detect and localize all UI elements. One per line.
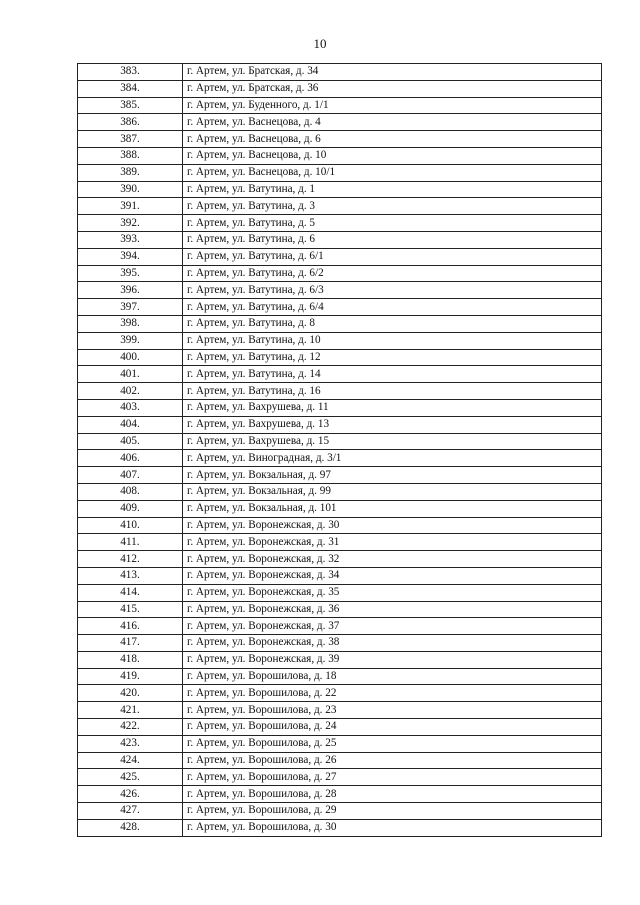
table-row — [78, 416, 602, 433]
address-cell: г. Артем, ул. Вахрушева, д. 15 — [183, 433, 602, 450]
row-number-cell: 388. — [78, 147, 183, 164]
address-cell: г. Артем, ул. Вокзальная, д. 99 — [183, 483, 602, 500]
address-cell: г. Артем, ул. Виноградная, д. 3/1 — [183, 450, 602, 467]
address-cell: г. Артем, ул. Ватутина, д. 6 — [183, 231, 602, 248]
table-row — [78, 282, 602, 299]
address-cell: г. Артем, ул. Ватутина, д. 14 — [183, 366, 602, 383]
row-number-cell: 414. — [78, 584, 183, 601]
row-number-cell: 391. — [78, 198, 183, 215]
table-row — [78, 483, 602, 500]
table-row — [78, 735, 602, 752]
row-number-cell: 396. — [78, 282, 183, 299]
address-cell: г. Артем, ул. Вокзальная, д. 97 — [183, 467, 602, 484]
row-number-cell: 417. — [78, 635, 183, 652]
address-cell: г. Артем, ул. Воронежская, д. 36 — [183, 601, 602, 618]
table-row — [78, 215, 602, 232]
table-row — [78, 248, 602, 265]
address-cell: г. Артем, ул. Ворошилова, д. 27 — [183, 769, 602, 786]
row-number-cell: 426. — [78, 786, 183, 803]
address-cell: г. Артем, ул. Ватутина, д. 6/2 — [183, 265, 602, 282]
address-cell: г. Артем, ул. Ватутина, д. 10 — [183, 332, 602, 349]
table-row — [78, 752, 602, 769]
table-row — [78, 383, 602, 400]
row-number-cell: 395. — [78, 265, 183, 282]
table-row — [78, 651, 602, 668]
table-row — [78, 668, 602, 685]
row-number-cell: 402. — [78, 383, 183, 400]
table-row — [78, 349, 602, 366]
row-number-cell: 412. — [78, 551, 183, 568]
row-number-cell: 413. — [78, 567, 183, 584]
address-cell: г. Артем, ул. Ворошилова, д. 28 — [183, 786, 602, 803]
table-row — [78, 618, 602, 635]
row-number-cell: 383. — [78, 64, 183, 81]
address-cell: г. Артем, ул. Ворошилова, д. 25 — [183, 735, 602, 752]
address-cell: г. Артем, ул. Ватутина, д. 1 — [183, 181, 602, 198]
row-number-cell: 390. — [78, 181, 183, 198]
table-row — [78, 500, 602, 517]
address-cell: г. Артем, ул. Ворошилова, д. 23 — [183, 702, 602, 719]
address-cell: г. Артем, ул. Ворошилова, д. 29 — [183, 803, 602, 820]
address-table-body — [78, 64, 602, 837]
row-number-cell: 415. — [78, 601, 183, 618]
row-number-cell: 424. — [78, 752, 183, 769]
row-number-cell: 393. — [78, 231, 183, 248]
table-row — [78, 450, 602, 467]
address-cell: г. Артем, ул. Ватутина, д. 6/3 — [183, 282, 602, 299]
row-number-cell: 385. — [78, 97, 183, 114]
row-number-cell: 404. — [78, 416, 183, 433]
row-number-cell: 411. — [78, 534, 183, 551]
row-number-cell: 410. — [78, 517, 183, 534]
address-cell: г. Артем, ул. Ватутина, д. 6/1 — [183, 248, 602, 265]
row-number-cell: 386. — [78, 114, 183, 131]
row-number-cell: 425. — [78, 769, 183, 786]
table-row — [78, 567, 602, 584]
table-row — [78, 635, 602, 652]
table-row — [78, 265, 602, 282]
table-row — [78, 534, 602, 551]
row-number-cell: 419. — [78, 668, 183, 685]
address-cell: г. Артем, ул. Васнецова, д. 10/1 — [183, 164, 602, 181]
table-row — [78, 433, 602, 450]
address-cell: г. Артем, ул. Вахрушева, д. 11 — [183, 399, 602, 416]
row-number-cell: 408. — [78, 483, 183, 500]
row-number-cell: 409. — [78, 500, 183, 517]
address-cell: г. Артем, ул. Ватутина, д. 6/4 — [183, 299, 602, 316]
address-cell: г. Артем, ул. Воронежская, д. 34 — [183, 567, 602, 584]
row-number-cell: 420. — [78, 685, 183, 702]
table-row — [78, 131, 602, 148]
row-number-cell: 418. — [78, 651, 183, 668]
table-row — [78, 517, 602, 534]
table-row — [78, 332, 602, 349]
row-number-cell: 427. — [78, 803, 183, 820]
table-row — [78, 114, 602, 131]
address-cell: г. Артем, ул. Воронежская, д. 39 — [183, 651, 602, 668]
table-row — [78, 181, 602, 198]
address-cell: г. Артем, ул. Ватутина, д. 12 — [183, 349, 602, 366]
table-row — [78, 786, 602, 803]
address-cell: г. Артем, ул. Ватутина, д. 8 — [183, 315, 602, 332]
table-row — [78, 231, 602, 248]
address-cell: г. Артем, ул. Братская, д. 36 — [183, 80, 602, 97]
address-cell: г. Артем, ул. Воронежская, д. 31 — [183, 534, 602, 551]
table-row — [78, 198, 602, 215]
row-number-cell: 389. — [78, 164, 183, 181]
row-number-cell: 387. — [78, 131, 183, 148]
address-cell: г. Артем, ул. Воронежская, д. 32 — [183, 551, 602, 568]
table-row — [78, 299, 602, 316]
address-cell: г. Артем, ул. Ворошилова, д. 26 — [183, 752, 602, 769]
address-cell: г. Артем, ул. Ватутина, д. 5 — [183, 215, 602, 232]
address-cell: г. Артем, ул. Вокзальная, д. 101 — [183, 500, 602, 517]
address-cell: г. Артем, ул. Братская, д. 34 — [183, 64, 602, 81]
row-number-cell: 384. — [78, 80, 183, 97]
address-cell: г. Артем, ул. Васнецова, д. 6 — [183, 131, 602, 148]
address-cell: г. Артем, ул. Воронежская, д. 38 — [183, 635, 602, 652]
table-row — [78, 819, 602, 836]
address-cell: г. Артем, ул. Ватутина, д. 3 — [183, 198, 602, 215]
table-row — [78, 584, 602, 601]
row-number-cell: 399. — [78, 332, 183, 349]
page-number: 10 — [313, 36, 327, 51]
table-row — [78, 164, 602, 181]
row-number-cell: 403. — [78, 399, 183, 416]
table-row — [78, 399, 602, 416]
row-number-cell: 400. — [78, 349, 183, 366]
row-number-cell: 423. — [78, 735, 183, 752]
address-cell: г. Артем, ул. Вахрушева, д. 13 — [183, 416, 602, 433]
row-number-cell: 394. — [78, 248, 183, 265]
table-row — [78, 366, 602, 383]
address-cell: г. Артем, ул. Ворошилова, д. 30 — [183, 819, 602, 836]
address-cell: г. Артем, ул. Воронежская, д. 30 — [183, 517, 602, 534]
row-number-cell: 401. — [78, 366, 183, 383]
table-row — [78, 97, 602, 114]
address-cell: г. Артем, ул. Ворошилова, д. 22 — [183, 685, 602, 702]
address-cell: г. Артем, ул. Воронежская, д. 35 — [183, 584, 602, 601]
row-number-cell: 407. — [78, 467, 183, 484]
address-table — [77, 63, 602, 837]
address-cell: г. Артем, ул. Васнецова, д. 4 — [183, 114, 602, 131]
table-row — [78, 147, 602, 164]
address-cell: г. Артем, ул. Воронежская, д. 37 — [183, 618, 602, 635]
row-number-cell: 416. — [78, 618, 183, 635]
table-row — [78, 315, 602, 332]
row-number-cell: 406. — [78, 450, 183, 467]
table-row — [78, 64, 602, 81]
row-number-cell: 398. — [78, 315, 183, 332]
address-cell: г. Артем, ул. Буденного, д. 1/1 — [183, 97, 602, 114]
table-row — [78, 719, 602, 736]
address-cell: г. Артем, ул. Ворошилова, д. 24 — [183, 719, 602, 736]
row-number-cell: 422. — [78, 719, 183, 736]
table-row — [78, 601, 602, 618]
address-cell: г. Артем, ул. Ворошилова, д. 18 — [183, 668, 602, 685]
table-row — [78, 769, 602, 786]
row-number-cell: 428. — [78, 819, 183, 836]
table-row — [78, 803, 602, 820]
row-number-cell: 405. — [78, 433, 183, 450]
table-row — [78, 80, 602, 97]
table-row — [78, 702, 602, 719]
table-row — [78, 685, 602, 702]
row-number-cell: 397. — [78, 299, 183, 316]
row-number-cell: 392. — [78, 215, 183, 232]
address-cell: г. Артем, ул. Ватутина, д. 16 — [183, 383, 602, 400]
table-row — [78, 551, 602, 568]
row-number-cell: 421. — [78, 702, 183, 719]
table-row — [78, 467, 602, 484]
address-cell: г. Артем, ул. Васнецова, д. 10 — [183, 147, 602, 164]
